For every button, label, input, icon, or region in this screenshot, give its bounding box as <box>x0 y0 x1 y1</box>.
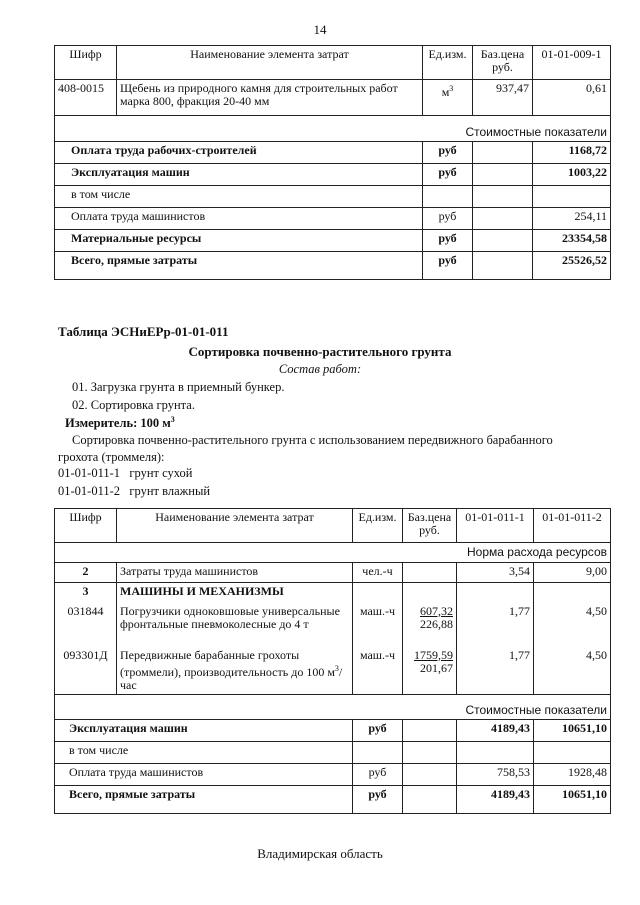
cost-name: Оплата труда рабочих-строителей <box>55 141 423 163</box>
cost-table-011 <box>54 508 611 814</box>
cost-unit: руб <box>423 207 473 229</box>
cost-unit: руб <box>423 163 473 185</box>
cost-value: 254,11 <box>533 207 611 229</box>
table-row <box>55 764 611 786</box>
cost-v2: 10651,10 <box>534 786 611 814</box>
cost-heading-row <box>55 124 611 142</box>
price-top: 607,32 <box>420 603 453 618</box>
works-heading: Состав работ: <box>278 362 362 376</box>
cost-price <box>473 141 533 163</box>
cost-value <box>533 185 611 207</box>
cost-heading: Стоимостные показатели <box>55 124 611 142</box>
cost-name: Всего, прямые затраты <box>55 786 353 814</box>
material-code: 408-0015 <box>55 80 117 116</box>
work-item: 01. Загрузка грунта в приемный бункер. <box>72 380 285 394</box>
cost-unit: руб <box>353 786 403 814</box>
machines-heading: МАШИНЫ И МЕХАНИЗМЫ <box>117 583 353 603</box>
cost-name: Эксплуатация машин <box>55 720 353 742</box>
empty-cell <box>353 583 403 603</box>
description-line: Сортировка почвенно-растительного грунта с использованием передвижного барабанного <box>72 433 553 447</box>
machine-code: 031844 <box>55 603 117 647</box>
measure-label: Измеритель: 100 $м^3$ <box>65 415 175 431</box>
cost-heading: Стоимостные показатели <box>55 702 611 720</box>
cost-value: 1003,22 <box>533 163 611 185</box>
machine-price <box>403 647 457 695</box>
cost-price <box>473 229 533 251</box>
cost-v1: 4189,43 <box>457 786 534 814</box>
cost-name: Оплата труда машинистов <box>55 207 423 229</box>
machine-price <box>403 603 457 647</box>
material-price: 937,47 <box>473 80 533 116</box>
table-row <box>55 603 611 647</box>
work-item: 02. Сортировка грунта. <box>72 398 195 412</box>
header-col1: 01-01-011-1 <box>457 509 534 543</box>
table-label: Таблица ЭСНиЕРр-01-01-011 <box>58 324 229 339</box>
cost-v1: 4189,43 <box>457 720 534 742</box>
table-row <box>55 720 611 742</box>
price-bottom: 226,88 <box>420 616 453 631</box>
machine-v2: 4,50 <box>534 603 611 647</box>
header-price: Баз.цена руб. <box>403 509 457 543</box>
labor-name: Затраты труда машинистов <box>117 563 353 583</box>
cost-price <box>473 251 533 279</box>
spacer-cell <box>55 694 611 702</box>
table-row <box>55 229 611 251</box>
cost-table-009 <box>54 45 611 280</box>
empty-cell <box>534 583 611 603</box>
cost-name: Эксплуатация машин <box>55 163 423 185</box>
spacer-row <box>55 116 611 124</box>
cost-price <box>473 163 533 185</box>
machine-code: 093301Д <box>55 647 117 695</box>
table-row <box>55 786 611 814</box>
page-footer: Владимирская область <box>257 846 383 861</box>
cost-v2 <box>534 742 611 764</box>
cost-v1: 758,53 <box>457 764 534 786</box>
variant-item: 01-01-011-2 грунт влажный <box>58 484 211 498</box>
cost-price <box>473 207 533 229</box>
cost-name: Оплата труда машинистов <box>55 764 353 786</box>
table-row <box>55 207 611 229</box>
cost-value: 1168,72 <box>533 141 611 163</box>
page-number: 14 <box>313 22 327 37</box>
cost-v2: 10651,10 <box>534 720 611 742</box>
section-title: Сортировка почвенно-растительного грунта <box>188 344 452 359</box>
table-row <box>55 583 611 603</box>
table-row <box>55 647 611 695</box>
cost-price <box>403 786 457 814</box>
cost-name: в том числе <box>55 185 423 207</box>
labor-v2: 9,00 <box>534 563 611 583</box>
header-col2: 01-01-011-2 <box>534 509 611 543</box>
table-row <box>55 163 611 185</box>
table-row <box>55 251 611 279</box>
cost-price <box>403 720 457 742</box>
header-col1: 01-01-009-1 <box>533 46 611 80</box>
table-row <box>55 80 611 116</box>
machine-name: Погрузчики одноковшовые универсальные фронтальные пневмоколесные до 4 т <box>117 603 353 647</box>
norm-heading: Норма расхода ресурсов <box>55 543 611 563</box>
cost-unit: руб <box>353 720 403 742</box>
header-unit: Ед.изм. <box>423 46 473 80</box>
header-unit: Ед.изм. <box>353 509 403 543</box>
cost-price <box>403 764 457 786</box>
cost-value: 23354,58 <box>533 229 611 251</box>
cost-unit <box>423 185 473 207</box>
machine-v2: 4,50 <box>534 647 611 695</box>
cost-unit: руб <box>423 141 473 163</box>
machine-v1: 1,77 <box>457 603 534 647</box>
machine-name: Передвижные барабанные грохоты (троммели), производительность до 100 $м^3$/час <box>117 647 353 695</box>
table-header-row <box>55 509 611 543</box>
cost-v1 <box>457 742 534 764</box>
labor-v1: 3,54 <box>457 563 534 583</box>
spacer-row <box>55 694 611 702</box>
table-header-row <box>55 46 611 80</box>
labor-unit: чел.-ч <box>353 563 403 583</box>
description-line: грохота (троммеля): <box>58 450 165 464</box>
material-value: 0,61 <box>533 80 611 116</box>
cost-unit: руб <box>423 251 473 279</box>
material-name: Щебень из природного камня для строительных работ марка 800, фракция 20-40 мм <box>117 80 423 116</box>
cost-unit: руб <box>353 764 403 786</box>
cost-name: Всего, прямые затраты <box>55 251 423 279</box>
header-price: Баз.цена руб. <box>473 46 533 80</box>
machine-unit: маш.-ч <box>353 647 403 695</box>
cost-unit: руб <box>423 229 473 251</box>
cost-heading-row <box>55 702 611 720</box>
table-row <box>55 141 611 163</box>
machine-unit: маш.-ч <box>353 603 403 647</box>
empty-cell <box>403 583 457 603</box>
machine-v1: 1,77 <box>457 647 534 695</box>
labor-code: 2 <box>55 563 117 583</box>
cost-price <box>473 185 533 207</box>
variant-item: 01-01-011-1 грунт сухой <box>58 466 193 480</box>
price-bottom: 201,67 <box>420 660 453 675</box>
table-row <box>55 563 611 583</box>
header-name: Наименование элемента затрат <box>117 509 353 543</box>
cost-v2: 1928,48 <box>534 764 611 786</box>
price-top: 1759,59 <box>414 647 453 662</box>
header-name: Наименование элемента затрат <box>117 46 423 80</box>
material-unit: $м^3$ <box>423 80 473 116</box>
cost-price <box>403 742 457 764</box>
machines-code: 3 <box>55 583 117 603</box>
norm-heading-row <box>55 543 611 563</box>
header-code: Шифр <box>55 46 117 80</box>
cost-unit <box>353 742 403 764</box>
empty-cell <box>457 583 534 603</box>
labor-price <box>403 563 457 583</box>
table-row <box>55 742 611 764</box>
header-code: Шифр <box>55 509 117 543</box>
cost-value: 25526,52 <box>533 251 611 279</box>
cost-name: в том числе <box>55 742 353 764</box>
table-row <box>55 185 611 207</box>
cost-name: Материальные ресурсы <box>55 229 423 251</box>
